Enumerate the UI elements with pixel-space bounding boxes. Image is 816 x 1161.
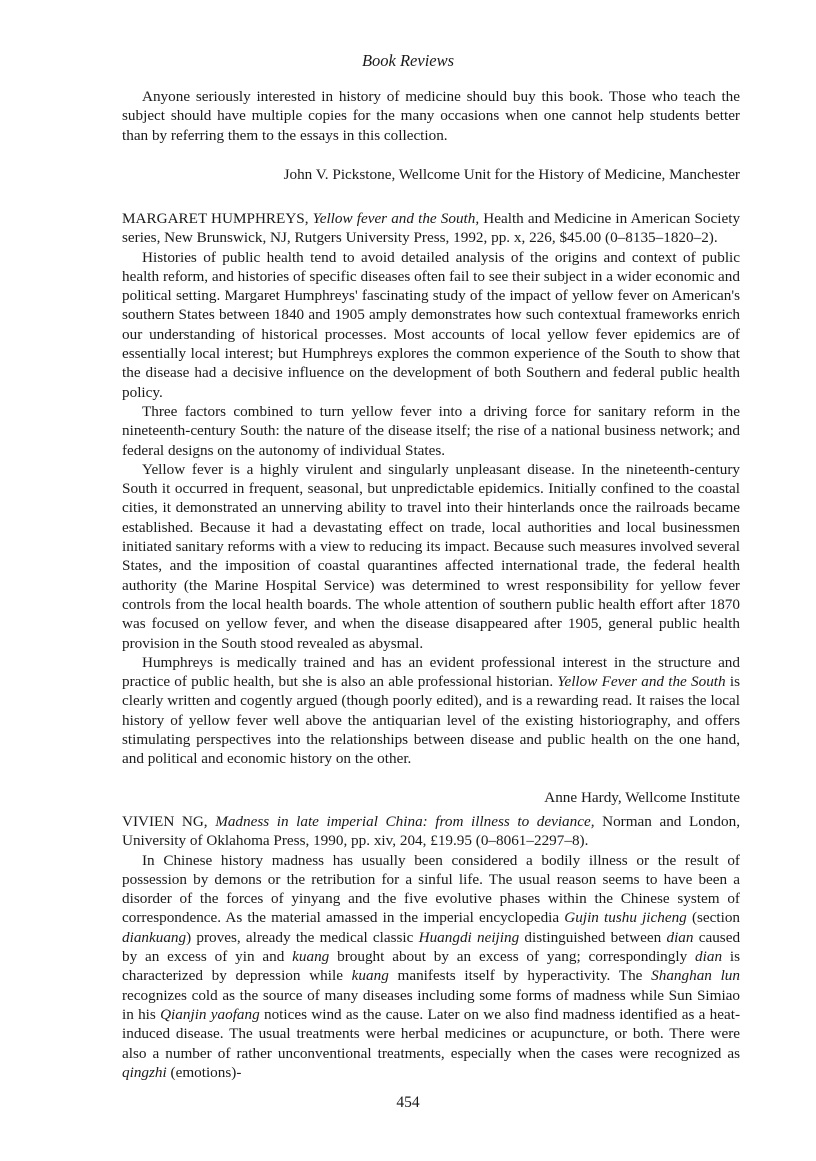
intro-signature: John V. Pickstone, Wellcome Unit for the History of Medicine, Manchester: [283, 165, 740, 183]
page-number: 454: [396, 1094, 420, 1111]
review-publication: Health and Medicine in American Society series, New Brunswick, NJ, Rutgers University Press, 1992, pp. x, 226, $45.00 (0–8135–1820–2).: [122, 210, 741, 247]
review-paragraph: Histories of public health tend to avoid detailed analysis of the origins and context of public health reform, and histories of specific diseases often fail to see their subject in a wider economic and political setting. Margaret Humphreys' fascinating study of the impact of yellow fever on American's southern States between 1840 and 1905 amply demonstrates how such contextual frameworks enrich our understanding of historical processes. Most accounts of local yellow fever epidemics are of essentially local interest; but Humphreys explores the common experience of the South to show that the disease had a decisive influence on the development of both Southern and federal public health policy.: [122, 248, 740, 401]
review-heading: [122, 812, 740, 851]
review-paragraph: In Chinese history madness has usually been considered a bodily illness or the result of possession by demons or the retribution for a sinful life. The usual reason seems to have been a disorder of the forces of yinyang and the five evolutive phases within the Chinese system of correspondence. As the material amassed in the imperial encyclopedia Gujin tushu jicheng (section diankuang) proves, already the medical classic Huangdi neijing distinguished between dian caused by an excess of yin and kuang brought about by an excess of yang; correspondingly dian is characterized by depression while kuang manifests itself by hyperactivity. The Shanghan lun recognizes cold as the source of many diseases including some forms of madness while Sun Simiao in his Qianjin yaofang notices wind as the cause. Later on we also find madness identified as a heat-induced disease. The usual treatments were herbal medicines or acupuncture, or both. There were also a number of rather unconventional treatments, especially when the cases were recognized as qingzhi (emotions)-: [122, 851, 741, 1081]
review-author: VIVIEN NG,: [122, 813, 208, 830]
review-title: Yellow fever and the South,: [312, 210, 480, 227]
book-title: Yellow Fever and the South: [557, 673, 726, 691]
review-humphreys: [122, 209, 740, 807]
running-head: Book Reviews: [361, 51, 455, 70]
review-heading: [122, 209, 740, 248]
intro-paragraph: Anyone seriously interested in history of medicine should buy this book. Those who teach the subject should have multiple copies for the many occasions when one cannot help students better than by referring them to the essays in this collection.: [122, 88, 740, 144]
review-title: Madness in late imperial China: from illness to deviance,: [215, 813, 595, 830]
review-ng: [122, 812, 740, 1082]
intro-section: [122, 87, 740, 184]
review-signature: Anne Hardy, Wellcome Institute: [544, 788, 740, 806]
review-paragraph: Three factors combined to turn yellow fever into a driving force for sanitary reform in the nineteenth-century South: the nature of the disease itself; the rise of a national business network; and federal designs on the autonomy of individual States.: [122, 402, 740, 459]
review-publication: Norman and London, University of Oklahoma Press, 1990, pp. xiv, 204, £19.95 (0–8061–2297–8).: [122, 813, 740, 850]
review-paragraph: Yellow fever is a highly virulent and singularly unpleasant disease. In the nineteenth-century South it occurred in frequent, seasonal, but unpredictable epidemics. Initially confined to the coastal cities, it demonstrated an unnerving ability to travel into their hinterlands once the railroads became established. Because it had a devastating effect on trade, local authorities and local businessmen initiated sanitary reforms with a view to reducing its impact. Because such measures involved several States, and the imposition of coastal quarantines affected international trade, the federal health authority (the Marine Hospital Service) was determined to wrest responsibility for yellow fever controls from the local health boards. The whole attention of southern public health effort after 1870 was focused on yellow fever, and when the disease disappeared after 1905, general public health provision in the South stood revealed as abysmal.: [122, 460, 740, 652]
review-paragraph: Humphreys is medically trained and has an evident professional interest in the structure and practice of public health, but she is also an able professional historian. Yellow Fever and the South is clearly written and cogently argued (though poorly edited), and is a rewarding read. It raises the local history of yellow fever well above the antiquarian level of the existing historiography, and offers stimulating perspectives into the relationships between disease and public health on the one hand, and political and economic history on the other.: [122, 653, 740, 768]
review-author: MARGARET HUMPHREYS,: [122, 210, 309, 227]
